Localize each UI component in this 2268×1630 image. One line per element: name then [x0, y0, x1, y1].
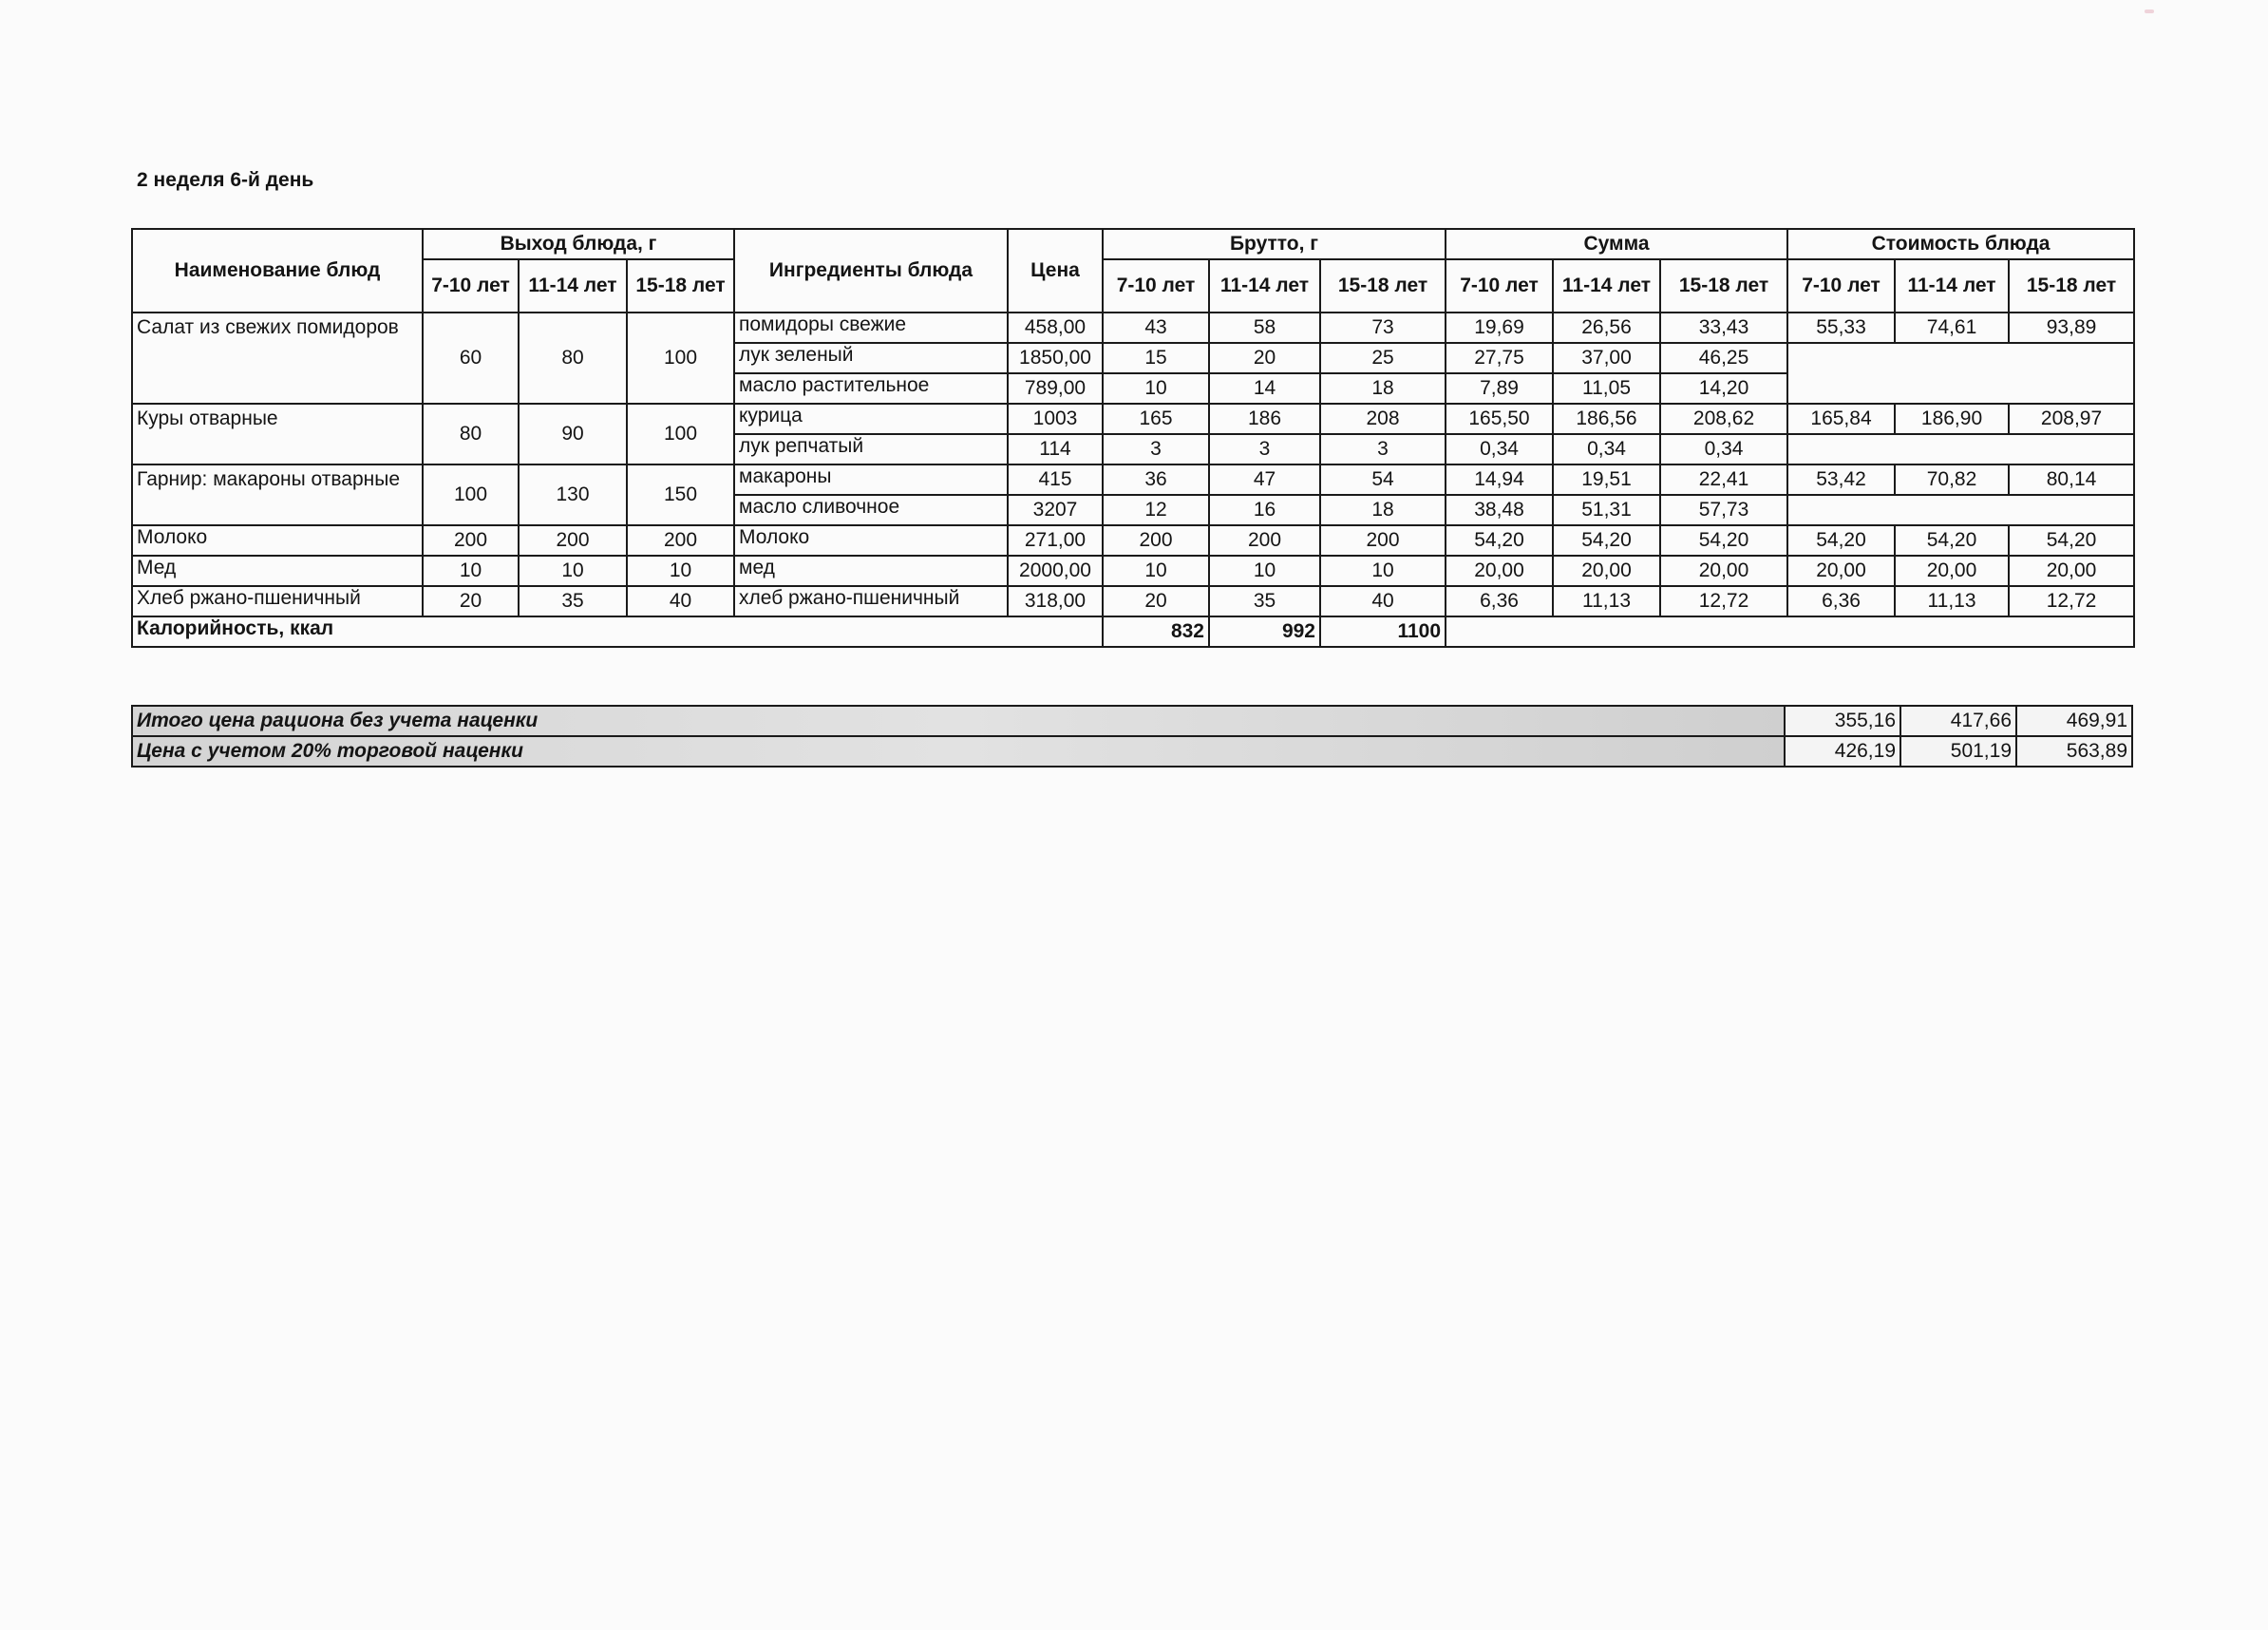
dish-name-cell: Мед: [132, 556, 423, 586]
total-row: [132, 736, 2132, 767]
dish-yield-cell: 10: [519, 556, 627, 586]
ingredient-gross-cell: 20: [1209, 343, 1320, 373]
calories-value: 832: [1103, 616, 1209, 647]
ingredient-gross-cell: 200: [1209, 525, 1320, 556]
ingredient-sum-cell: 54,20: [1660, 525, 1787, 556]
ingredient-gross-cell: 3: [1209, 434, 1320, 464]
header-dish-name: Наименование блюд: [132, 229, 423, 313]
ingredient-gross-cell: 10: [1209, 556, 1320, 586]
ingredient-gross-cell: 186: [1209, 404, 1320, 434]
ingredient-gross-cell: 40: [1320, 586, 1446, 616]
calories-value: 992: [1209, 616, 1320, 647]
ingredient-price-cell: 3207: [1008, 495, 1103, 525]
empty-cost-cell: [1787, 343, 2134, 404]
calories-label: Калорийность, ккал: [132, 616, 1103, 647]
header-sum-age-11-14: 11-14 лет: [1553, 259, 1660, 313]
dish-yield-cell: 200: [423, 525, 519, 556]
ingredient-sum-cell: 12,72: [1660, 586, 1787, 616]
table-row: [132, 525, 2134, 556]
dish-name-cell: Куры отварные: [132, 404, 423, 464]
total-value-15-18: 469,91: [2016, 706, 2132, 736]
ingredient-gross-cell: 18: [1320, 373, 1446, 404]
dish-cost-cell: 53,42: [1787, 464, 1895, 495]
ingredient-sum-cell: 165,50: [1446, 404, 1553, 434]
ingredient-sum-cell: 20,00: [1553, 556, 1660, 586]
header-yield-age-7-10: 7-10 лет: [423, 259, 519, 313]
header-yield-age-15-18: 15-18 лет: [627, 259, 734, 313]
ingredient-gross-cell: 15: [1103, 343, 1209, 373]
ingredient-price-cell: 318,00: [1008, 586, 1103, 616]
dish-yield-cell: 80: [519, 313, 627, 404]
ingredient-sum-cell: 51,31: [1553, 495, 1660, 525]
header-cost-age-11-14: 11-14 лет: [1895, 259, 2009, 313]
dish-cost-cell: 80,14: [2009, 464, 2134, 495]
ingredient-sum-cell: 20,00: [1446, 556, 1553, 586]
ingredient-sum-cell: 19,69: [1446, 313, 1553, 343]
menu-table-body: [132, 313, 2134, 647]
ingredient-sum-cell: 33,43: [1660, 313, 1787, 343]
table-row: [132, 586, 2134, 616]
ingredient-price-cell: 458,00: [1008, 313, 1103, 343]
ingredient-name-cell: лук зеленый: [734, 343, 1008, 373]
ingredient-gross-cell: 200: [1320, 525, 1446, 556]
dish-yield-cell: 90: [519, 404, 627, 464]
dish-yield-cell: 60: [423, 313, 519, 404]
dish-yield-cell: 10: [627, 556, 734, 586]
ingredient-gross-cell: 20: [1103, 586, 1209, 616]
dish-yield-cell: 100: [627, 404, 734, 464]
dish-cost-cell: 70,82: [1895, 464, 2009, 495]
total-label-no-markup: Итого цена рациона без учета наценки: [132, 706, 1785, 736]
ingredient-name-cell: макароны: [734, 464, 1008, 495]
ingredient-price-cell: 1003: [1008, 404, 1103, 434]
ingredient-sum-cell: 208,62: [1660, 404, 1787, 434]
ingredient-sum-cell: 0,34: [1553, 434, 1660, 464]
ingredient-sum-cell: 46,25: [1660, 343, 1787, 373]
ingredient-sum-cell: 22,41: [1660, 464, 1787, 495]
total-label-with-markup: Цена с учетом 20% торговой наценки: [132, 736, 1785, 767]
ingredient-price-cell: 415: [1008, 464, 1103, 495]
ingredient-name-cell: масло сливочное: [734, 495, 1008, 525]
ingredient-gross-cell: 14: [1209, 373, 1320, 404]
dish-cost-cell: 12,72: [2009, 586, 2134, 616]
table-row: [132, 464, 2134, 495]
ingredient-price-cell: 271,00: [1008, 525, 1103, 556]
ingredient-sum-cell: 19,51: [1553, 464, 1660, 495]
dish-yield-cell: 10: [423, 556, 519, 586]
ingredient-name-cell: помидоры свежие: [734, 313, 1008, 343]
dish-yield-cell: 100: [423, 464, 519, 525]
ingredient-gross-cell: 35: [1209, 586, 1320, 616]
header-cost-age-15-18: 15-18 лет: [2009, 259, 2134, 313]
header-yield: Выход блюда, г: [423, 229, 734, 259]
ingredient-gross-cell: 165: [1103, 404, 1209, 434]
ingredient-price-cell: 1850,00: [1008, 343, 1103, 373]
ingredient-gross-cell: 36: [1103, 464, 1209, 495]
dish-cost-cell: 54,20: [1787, 525, 1895, 556]
dish-cost-cell: 11,13: [1895, 586, 2009, 616]
header-gross-age-11-14: 11-14 лет: [1209, 259, 1320, 313]
ingredient-sum-cell: 0,34: [1660, 434, 1787, 464]
dish-yield-cell: 100: [627, 313, 734, 404]
ingredient-gross-cell: 73: [1320, 313, 1446, 343]
dish-cost-cell: 6,36: [1787, 586, 1895, 616]
dish-cost-cell: 93,89: [2009, 313, 2134, 343]
ingredient-name-cell: лук репчатый: [734, 434, 1008, 464]
ingredient-gross-cell: 25: [1320, 343, 1446, 373]
ingredient-gross-cell: 18: [1320, 495, 1446, 525]
ingredient-gross-cell: 54: [1320, 464, 1446, 495]
calories-value: 1100: [1320, 616, 1446, 647]
ingredient-gross-cell: 16: [1209, 495, 1320, 525]
dish-cost-cell: 208,97: [2009, 404, 2134, 434]
dish-yield-cell: 35: [519, 586, 627, 616]
dish-cost-cell: 20,00: [1787, 556, 1895, 586]
ingredient-sum-cell: 57,73: [1660, 495, 1787, 525]
ingredient-name-cell: мед: [734, 556, 1008, 586]
header-cost: Стоимость блюда: [1787, 229, 2134, 259]
ingredient-price-cell: 114: [1008, 434, 1103, 464]
ingredient-sum-cell: 0,34: [1446, 434, 1553, 464]
ingredient-gross-cell: 43: [1103, 313, 1209, 343]
ingredient-name-cell: масло растительное: [734, 373, 1008, 404]
ingredient-gross-cell: 3: [1320, 434, 1446, 464]
ingredient-gross-cell: 10: [1103, 556, 1209, 586]
dish-cost-cell: 55,33: [1787, 313, 1895, 343]
total-value-7-10: 355,16: [1785, 706, 1900, 736]
totals-table: [131, 705, 2133, 768]
dish-yield-cell: 200: [627, 525, 734, 556]
ingredient-sum-cell: 27,75: [1446, 343, 1553, 373]
ingredient-price-cell: 789,00: [1008, 373, 1103, 404]
header-yield-age-11-14: 11-14 лет: [519, 259, 627, 313]
dish-cost-cell: 186,90: [1895, 404, 2009, 434]
ingredient-sum-cell: 14,20: [1660, 373, 1787, 404]
header-price: Цена: [1008, 229, 1103, 313]
total-value-11-14: 417,66: [1900, 706, 2016, 736]
empty-cost-cell: [1787, 434, 2134, 464]
table-row: [132, 556, 2134, 586]
header-sum-age-7-10: 7-10 лет: [1446, 259, 1553, 313]
dish-yield-cell: 150: [627, 464, 734, 525]
ingredient-name-cell: хлеб ржано-пшеничный: [734, 586, 1008, 616]
header-sum-age-15-18: 15-18 лет: [1660, 259, 1787, 313]
ingredient-gross-cell: 10: [1320, 556, 1446, 586]
table-row: [132, 404, 2134, 434]
dish-yield-cell: 130: [519, 464, 627, 525]
menu-table: [131, 228, 2135, 648]
empty-cost-cell: [1787, 495, 2134, 525]
ingredient-gross-cell: 3: [1103, 434, 1209, 464]
dish-yield-cell: 20: [423, 586, 519, 616]
ingredient-name-cell: курица: [734, 404, 1008, 434]
ingredient-sum-cell: 11,13: [1553, 586, 1660, 616]
ingredient-sum-cell: 20,00: [1660, 556, 1787, 586]
dish-cost-cell: 165,84: [1787, 404, 1895, 434]
dish-name-cell: Гарнир: макароны отварные: [132, 464, 423, 525]
calories-empty-cell: [1446, 616, 2134, 647]
dish-cost-cell: 54,20: [2009, 525, 2134, 556]
header-cost-age-7-10: 7-10 лет: [1787, 259, 1895, 313]
dish-name-cell: Салат из свежих помидоров: [132, 313, 423, 404]
ingredient-sum-cell: 54,20: [1553, 525, 1660, 556]
page-title: 2 неделя 6-й день: [137, 169, 314, 191]
ingredient-name-cell: Молоко: [734, 525, 1008, 556]
dish-name-cell: Хлеб ржано-пшеничный: [132, 586, 423, 616]
header-sum: Сумма: [1446, 229, 1787, 259]
header-gross: Брутто, г: [1103, 229, 1446, 259]
ingredient-gross-cell: 58: [1209, 313, 1320, 343]
ingredient-sum-cell: 11,05: [1553, 373, 1660, 404]
ingredient-sum-cell: 26,56: [1553, 313, 1660, 343]
ingredient-sum-cell: 14,94: [1446, 464, 1553, 495]
header-gross-age-7-10: 7-10 лет: [1103, 259, 1209, 313]
dish-yield-cell: 200: [519, 525, 627, 556]
total-markup-value-15-18: 563,89: [2016, 736, 2132, 767]
header-ingredients: Ингредиенты блюда: [734, 229, 1008, 313]
ingredient-sum-cell: 38,48: [1446, 495, 1553, 525]
ingredient-gross-cell: 12: [1103, 495, 1209, 525]
ingredient-price-cell: 2000,00: [1008, 556, 1103, 586]
calories-row: [132, 616, 2134, 647]
total-markup-value-7-10: 426,19: [1785, 736, 1900, 767]
ingredient-gross-cell: 208: [1320, 404, 1446, 434]
ingredient-sum-cell: 54,20: [1446, 525, 1553, 556]
ingredient-sum-cell: 7,89: [1446, 373, 1553, 404]
ingredient-sum-cell: 186,56: [1553, 404, 1660, 434]
dish-cost-cell: 20,00: [2009, 556, 2134, 586]
dish-cost-cell: 74,61: [1895, 313, 2009, 343]
ingredient-gross-cell: 10: [1103, 373, 1209, 404]
dish-yield-cell: 40: [627, 586, 734, 616]
ingredient-sum-cell: 6,36: [1446, 586, 1553, 616]
paper-mark: [2145, 9, 2154, 13]
ingredient-sum-cell: 37,00: [1553, 343, 1660, 373]
ingredient-gross-cell: 47: [1209, 464, 1320, 495]
table-row: [132, 313, 2134, 343]
dish-cost-cell: 54,20: [1895, 525, 2009, 556]
ingredient-gross-cell: 200: [1103, 525, 1209, 556]
total-row: [132, 706, 2132, 736]
total-markup-value-11-14: 501,19: [1900, 736, 2016, 767]
dish-name-cell: Молоко: [132, 525, 423, 556]
dish-yield-cell: 80: [423, 404, 519, 464]
header-gross-age-15-18: 15-18 лет: [1320, 259, 1446, 313]
dish-cost-cell: 20,00: [1895, 556, 2009, 586]
